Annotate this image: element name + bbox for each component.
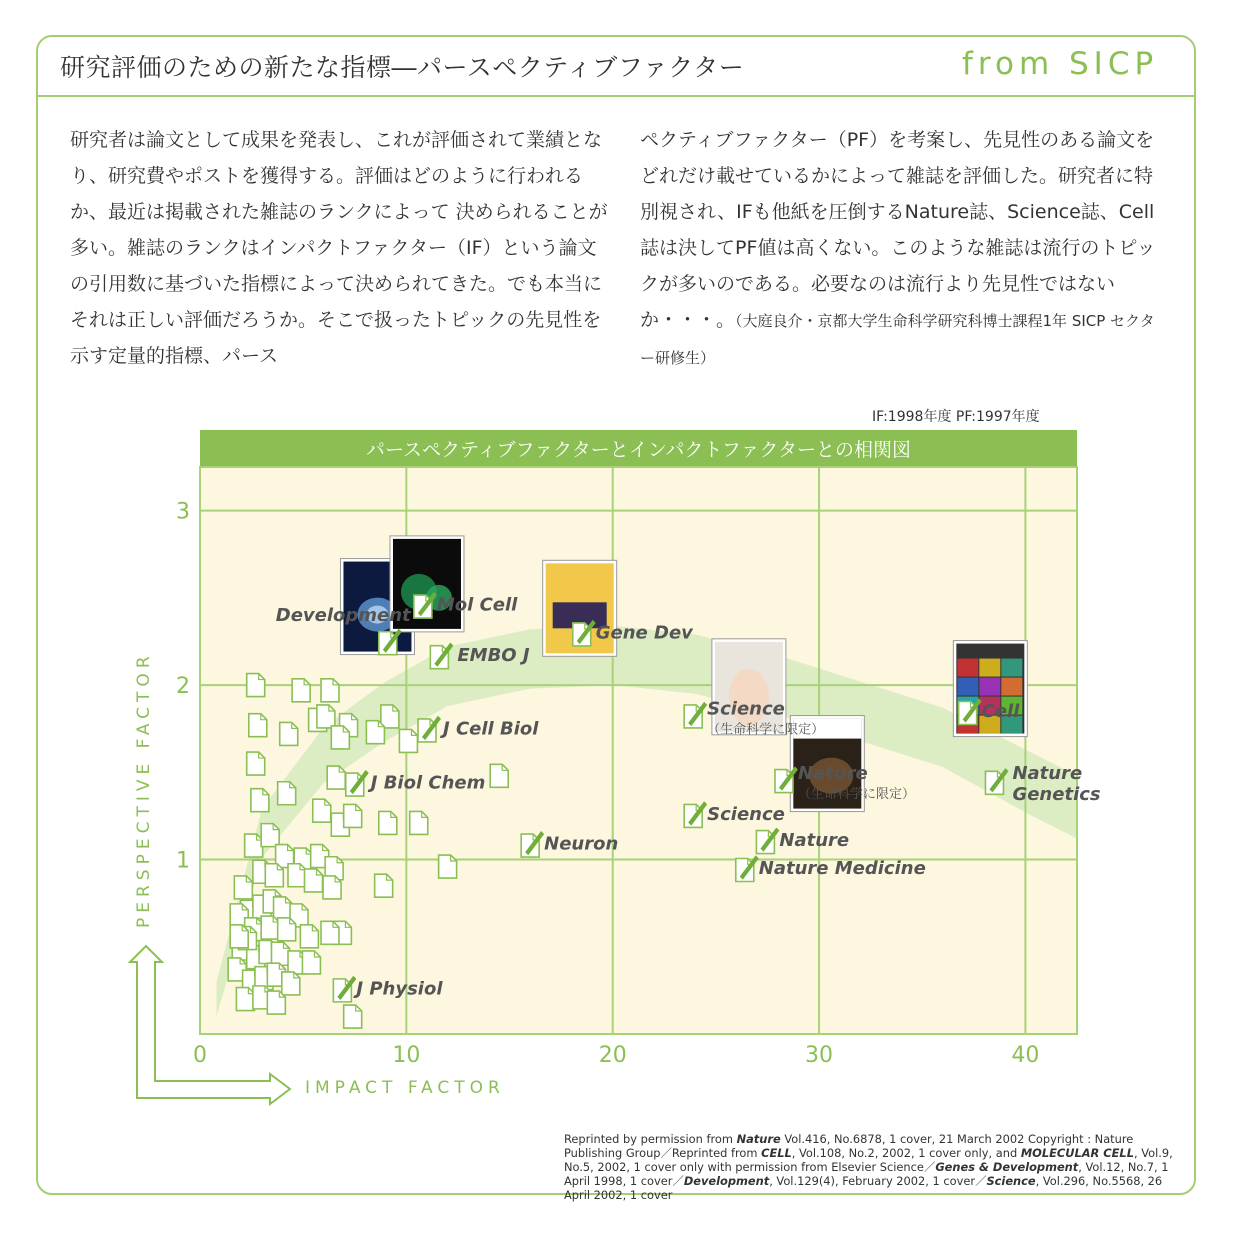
document-icon xyxy=(331,726,349,749)
data-point xyxy=(323,876,341,899)
journal-point xyxy=(985,769,1007,794)
journal-point xyxy=(573,621,595,646)
document-icon xyxy=(366,721,384,744)
credit-part: , Vol.108, No.2, 2002, 1 cover only, and xyxy=(791,1146,1021,1160)
data-point xyxy=(490,764,508,787)
document-icon xyxy=(247,752,265,775)
x-tick-label: 0 xyxy=(193,1043,207,1068)
journal-point xyxy=(414,593,436,618)
data-point xyxy=(282,972,300,995)
x-axis-label: IMPACT FACTOR xyxy=(305,1078,505,1098)
journal-point xyxy=(684,703,706,728)
journal-label: Cell xyxy=(981,700,1020,722)
document-icon xyxy=(280,722,298,745)
journal-label: EMBO J xyxy=(457,645,530,667)
document-icon xyxy=(323,876,341,899)
journal-label: J Cell Biol xyxy=(442,718,539,740)
credit-journal: CELL xyxy=(761,1146,792,1160)
y-tick-label: 2 xyxy=(176,674,190,700)
document-icon xyxy=(317,705,335,728)
document-icon xyxy=(344,1005,362,1028)
y-tick-label: 1 xyxy=(176,848,190,874)
document-icon xyxy=(300,925,318,948)
data-point xyxy=(230,925,248,948)
document-icon xyxy=(245,834,263,857)
document-icon xyxy=(236,988,254,1011)
document-icon xyxy=(344,804,362,827)
document-icon xyxy=(282,972,300,995)
document-icon xyxy=(304,869,322,892)
y-tick-label: 3 xyxy=(176,499,190,525)
document-icon xyxy=(278,918,296,941)
data-point xyxy=(344,804,362,827)
cover-tile xyxy=(979,678,1000,696)
document-icon xyxy=(381,705,399,728)
document-icon xyxy=(302,951,320,974)
x-tick-label: 40 xyxy=(1011,1043,1040,1068)
x-tick-label: 30 xyxy=(805,1043,834,1068)
cover-tile xyxy=(1001,659,1022,677)
credit-journal: Nature xyxy=(736,1132,781,1146)
document-icon xyxy=(271,942,289,965)
article-text-right-body: ペクティブファクター（PF）を考案し、先見性のある論文をどれだけ載せているかによって雑誌を評価した。研究者に特別視され、IFも他紙を圧倒するNature誌、Science誌、Cell誌は決してPF値は高くない。このような雑誌は流行のトピックが多いのである。必要なのは流行より先見性ではないか・・・。 xyxy=(640,129,1156,331)
document-icon xyxy=(321,921,339,944)
data-point xyxy=(251,789,269,812)
journal-label: Nature xyxy=(1012,762,1083,784)
data-point xyxy=(249,714,267,737)
journal-point xyxy=(684,802,706,827)
document-icon xyxy=(327,766,345,789)
document-icon xyxy=(379,811,397,834)
credit-part: , Vol.296, No.5568, 26 April 2002, 1 cover xyxy=(564,1174,1163,1202)
journal-label: J Physiol xyxy=(356,978,443,1000)
document-icon xyxy=(230,925,248,948)
data-point xyxy=(245,834,263,857)
data-point xyxy=(439,855,457,878)
page-title: 研究評価のための新たな指標―パースペクティブファクター xyxy=(60,53,745,82)
document-icon xyxy=(249,714,267,737)
credit-part: , Vol.129(4), February 2002, 1 cover／ xyxy=(769,1174,987,1188)
data-point xyxy=(375,874,393,897)
data-point xyxy=(410,811,428,834)
journal-label: Nature xyxy=(779,830,850,852)
journal-label: Nature Medicine xyxy=(758,858,926,880)
journal-label: Nature xyxy=(797,763,868,785)
journal-label: Development xyxy=(275,605,411,627)
cover-tile xyxy=(957,678,978,696)
journal-label: J Biol Chem xyxy=(370,772,486,794)
journal-point xyxy=(775,768,797,793)
journal-point xyxy=(418,717,440,742)
credit-part: , Vol.9, No.5, 2002, 1 cover only with permission from Elsevier Science／ xyxy=(564,1146,1173,1174)
data-point xyxy=(313,799,331,822)
document-icon xyxy=(399,729,417,752)
journal-label: Science xyxy=(707,698,785,720)
document-icon xyxy=(313,799,331,822)
journal-point xyxy=(959,699,981,724)
document-icon xyxy=(321,679,339,702)
y-axis-label: PERSPECTIVE FACTOR xyxy=(134,651,154,928)
data-point xyxy=(304,869,322,892)
document-icon xyxy=(251,789,269,812)
data-year-note: IF:1998年度 PF:1997年度 xyxy=(872,409,1040,425)
data-point xyxy=(288,864,306,887)
journal-point xyxy=(736,857,758,882)
journal-cover xyxy=(712,639,786,735)
data-point xyxy=(302,951,320,974)
journal-note: （生命科学に限定） xyxy=(797,787,915,803)
document-icon xyxy=(234,876,252,899)
data-point xyxy=(399,729,417,752)
data-point xyxy=(292,679,310,702)
document-icon xyxy=(288,864,306,887)
journal-point xyxy=(756,829,778,854)
credit-part: Reprinted by permission from xyxy=(564,1132,737,1146)
chart-title: パースペクティブファクターとインパクトファクターとの相関図 xyxy=(365,439,912,461)
brand-logo: from SICP xyxy=(962,46,1159,82)
article-signature: （大庭良介・京都大学生命科学研究科博士課程1年 SICP セクター研修生） xyxy=(640,312,1155,367)
document-icon xyxy=(267,991,285,1014)
credit-part: , Vol.12, No.7, 1 April 1998, 1 cover／ xyxy=(564,1160,1169,1188)
data-point xyxy=(344,1005,362,1028)
journal-point xyxy=(379,630,401,655)
cover-tile xyxy=(979,659,1000,677)
data-point xyxy=(247,752,265,775)
document-icon xyxy=(274,897,292,920)
data-point xyxy=(331,726,349,749)
data-point xyxy=(267,991,285,1014)
credit-part: Vol.416, No.6878, 1 cover, 21 March 2002 Copyright : Nature Publishing Group／Reprinted from xyxy=(564,1132,1134,1160)
document-icon xyxy=(490,764,508,787)
cover-tile xyxy=(957,659,978,677)
cover-tile xyxy=(1001,678,1022,696)
data-point xyxy=(280,722,298,745)
x-tick-label: 10 xyxy=(392,1043,421,1068)
journal-point xyxy=(333,977,355,1002)
journal-label: Gene Dev xyxy=(595,622,693,644)
data-point xyxy=(300,925,318,948)
credit-journal: Development xyxy=(683,1174,770,1188)
document-icon xyxy=(439,855,457,878)
data-point xyxy=(236,988,254,1011)
data-point xyxy=(366,721,384,744)
document-icon xyxy=(261,824,279,847)
data-point xyxy=(261,916,279,939)
document-icon xyxy=(247,674,265,697)
data-point xyxy=(278,782,296,805)
data-point xyxy=(321,921,339,944)
data-point xyxy=(321,679,339,702)
document-icon xyxy=(265,864,283,887)
data-point xyxy=(271,942,289,965)
journal-label: Genetics xyxy=(1012,783,1101,805)
data-point xyxy=(274,897,292,920)
data-point xyxy=(278,918,296,941)
data-point xyxy=(247,674,265,697)
document-icon xyxy=(410,811,428,834)
data-point xyxy=(317,705,335,728)
journal-label: Neuron xyxy=(544,833,619,855)
credit-journal: Genes & Development xyxy=(935,1160,1079,1174)
data-point xyxy=(265,864,283,887)
credit-journal: Science xyxy=(986,1174,1036,1188)
document-icon xyxy=(278,782,296,805)
data-point xyxy=(261,824,279,847)
reprint-credits xyxy=(564,1132,1190,1202)
data-point xyxy=(381,705,399,728)
journal-label: Mol Cell xyxy=(436,594,518,616)
document-icon xyxy=(292,679,310,702)
journal-label: Science xyxy=(707,803,785,825)
journal-point xyxy=(430,644,452,669)
x-tick-label: 20 xyxy=(598,1043,627,1068)
journal-note: （生命科学に限定） xyxy=(707,722,825,738)
document-icon xyxy=(261,916,279,939)
credit-journal: MOLECULAR CELL xyxy=(1020,1146,1134,1160)
data-point xyxy=(379,811,397,834)
data-point xyxy=(234,876,252,899)
article-text-left: 研究者は論文として成果を発表し、これが評価されて業績となり、研究費やポストを獲得する。評価はどのように行われるか、最近は掲載された雑誌のランクによって 決められることが多い。雑誌のランクはインパクトファクター（IF）という論文の引用数に基づいた指標によって決められてきた。でも本当にそれは正しい評価だろうか。そこで扱ったトピックの先見性を示す定量的指標、パース xyxy=(70,129,608,367)
journal-point xyxy=(521,832,543,857)
document-icon xyxy=(375,874,393,897)
journal-point xyxy=(346,771,368,796)
data-point xyxy=(327,766,345,789)
